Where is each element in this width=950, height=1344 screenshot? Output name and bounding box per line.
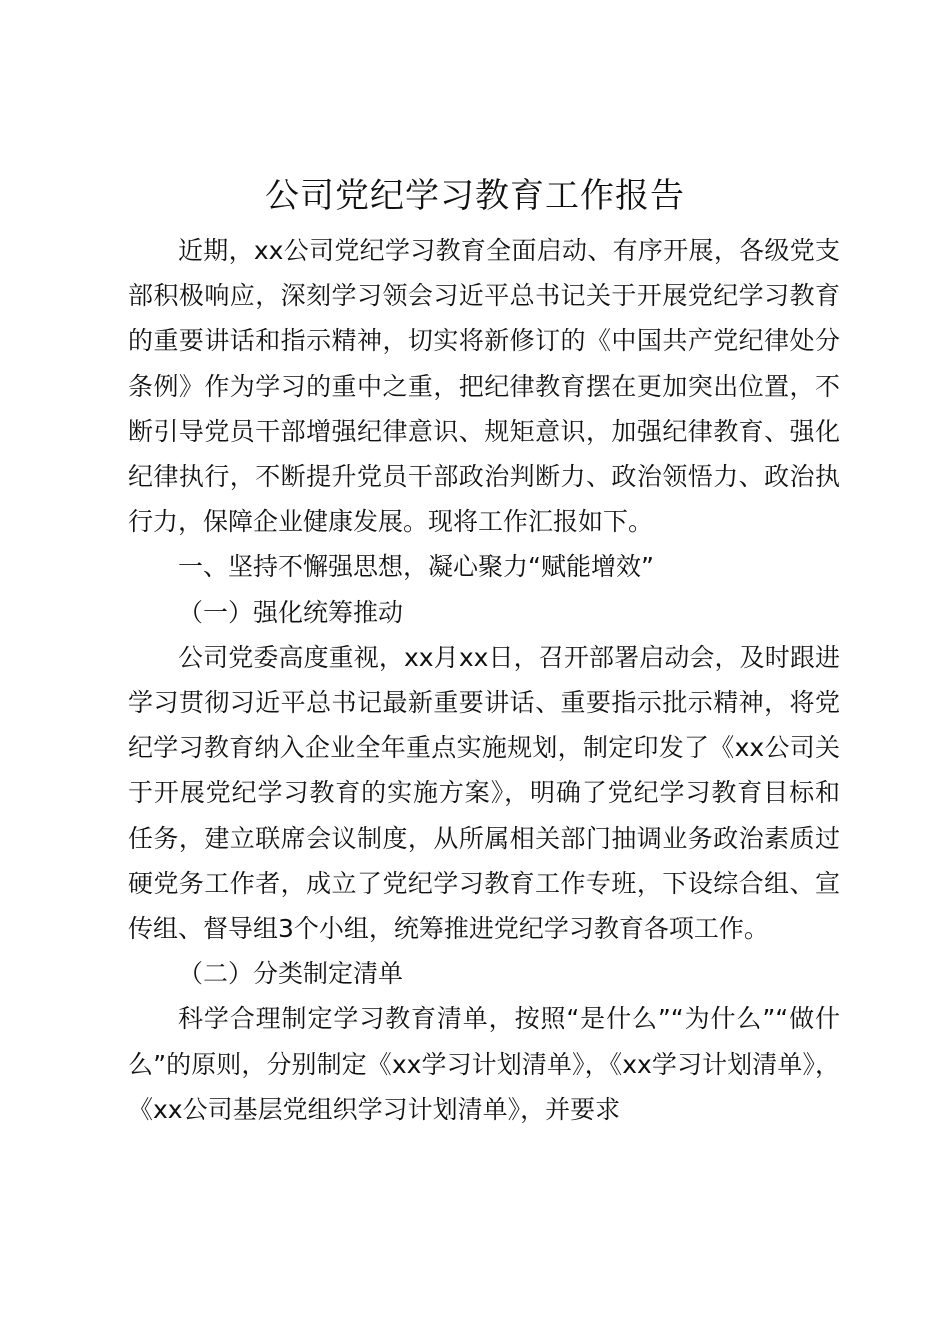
paragraph-checklist: 科学合理制定学习教育清单，按照“是什么”“为什么”“做什么”的原则，分别制定《xx学习计划清单》，《xx学习计划清单》，《xx公司基层党组织学习计划清单》，并要求 bbox=[128, 1004, 840, 1124]
subheading-2: （二）分类制定清单 bbox=[178, 959, 404, 989]
section-heading-1: 一、坚持不懈强思想，凝心聚力“赋能增效” bbox=[178, 552, 654, 582]
paragraph-coordination: 公司党委高度重视，xx月xx日，召开部署启动会，及时跟进学习贯彻习近平总书记最新重要讲话、重要指示批示精神，将党纪学习教育纳入企业全年重点实施规划，制定印发了《xx公司关于开展党纪学习教育的实施方案》，明确了党纪学习教育目标和任务，建立联席会议制度，从所属相关部门抽调业务政治素质过硬党务工作者，成立了党纪学习教育工作专班，下设综合组、宣传组、督导组3个小组，统筹推进党纪学习教育各项工作。 bbox=[128, 642, 840, 944]
document-title: 公司党纪学习教育工作报告 bbox=[265, 176, 685, 216]
subheading-1: （一）强化统筹推动 bbox=[178, 597, 404, 627]
paragraph-intro: 近期，xx公司党纪学习教育全面启动、有序开展，各级党支部积极响应，深刻学习领会习近平总书记关于开展党纪学习教育的重要讲话和指示精神，切实将新修订的《中国共产党纪律处分条例》作为学习的重中之重，把纪律教育摆在更加突出位置，不断引导党员干部增强纪律意识、规矩意识，加强纪律教育、强化纪律执行，不断提升党员干部政治判断力、政治领悟力、政治执行力，保障企业健康发展。现将工作汇报如下。 bbox=[128, 236, 840, 537]
document-body bbox=[128, 228, 840, 1132]
